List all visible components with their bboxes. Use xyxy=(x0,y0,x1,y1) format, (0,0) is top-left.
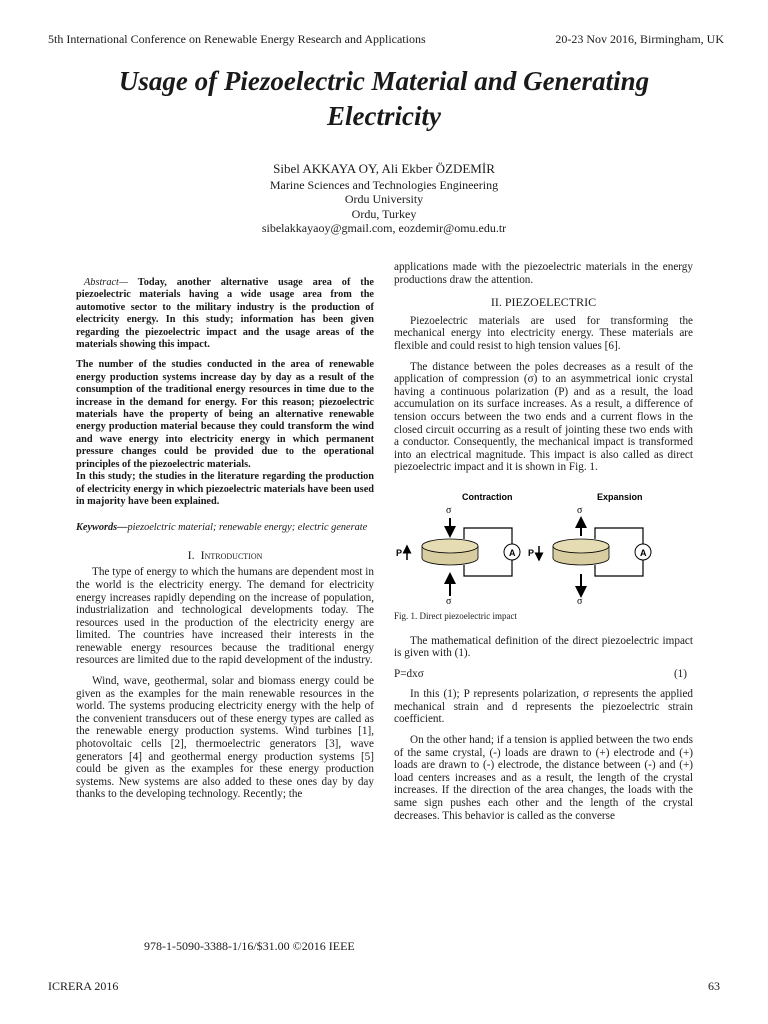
footer-conference: ICRERA 2016 xyxy=(48,979,119,993)
sigma-top-left: σ xyxy=(446,504,452,516)
author-emails: sibelakkayaoy@gmail.com, eozdemir@omu.edu.tr xyxy=(261,221,507,235)
abstract-text-1: Today, another alternative usage area of the piezoelectric materials having a wide usage area from the automotive sector to the military industry is the production of electricity energy. In this study; information has been given regarding the piezoelectric impact and the usage areas of the materials showing this impact. xyxy=(76,277,374,351)
section-numeral: I. xyxy=(187,547,195,562)
intro-paragraph-1: The type of energy to which the humans are dependent most in the world is the electricity energy. The demand for electricity energy increases rapidly depending on the increase of population, industrialization and technological developments today. The resources used in the production of the electricity energy are limited. The countries have increased their interests in the renewable energy resources because the traditional energy resources are limited due to the rapid development of the industry. xyxy=(76,566,374,667)
equation-number: (1) xyxy=(673,667,687,680)
disc-top-right xyxy=(553,539,609,553)
ammeter-label-right: A xyxy=(640,547,647,558)
author-location: Ordu, Turkey xyxy=(351,206,417,221)
abstract-paragraph-1 xyxy=(76,277,374,351)
page-number: 63 xyxy=(708,979,720,993)
sigma-bottom-left: σ xyxy=(446,595,452,604)
sigma-bottom-right: σ xyxy=(577,595,583,604)
right-column xyxy=(394,261,693,830)
piezo-paragraph-3: The mathematical definition of the direct piezoelectric impact is given with (1). xyxy=(394,634,693,660)
section-heading-piezoelectric: II. PIEZOELECTRIC xyxy=(490,295,597,310)
expansion-label: Expansion xyxy=(597,491,643,502)
piezo-paragraph-4: In this (1); P represents polarization, σ represents the applied mechanical strain and d represents the piezoelectric strain coefficient. xyxy=(394,688,693,726)
continued-paragraph: applications made with the piezoelectric materials in the energy productions draw the attention. xyxy=(394,261,693,286)
piezo-diagram xyxy=(394,492,693,604)
p-label-left: P xyxy=(396,547,403,558)
abstract-lead: Abstract— xyxy=(84,277,129,288)
disc-top-left xyxy=(422,539,478,553)
expansion-diagram xyxy=(528,492,651,604)
piezo-paragraph-2: The distance between the poles decreases as a result of the application of compression (σ) to an asymmetrical ionic crystal having a continuous polarization (P) and as a result, the load accumulation on its surface increases. As a result, a difference of tension occurs between the two ends and a current flows in the closed circuit occurring as a result of jointing these two ends with a conductor. Consequently, the mechanical impact is transformed into an electrical magnitude. This impact is also called as direct piezoelectric impact and it is shown in Fig. 1. xyxy=(394,360,693,474)
figure-caption: Fig. 1. Direct piezoelectric impact xyxy=(394,610,517,621)
sigma-top-right: σ xyxy=(577,504,583,516)
abstract-paragraph-2: The number of the studies conducted in the area of renewable energy production systems increase day by day as a result of the consumption of the traditional energy resources in time due to the increase in the demand for energy. For this reason; piezoelectric materials have the property of being an alternative renewable energy production material because they could transform the wind and wave energy into electricity energy in which permanent pressure changes could be provided due to the operational principles of the piezoelectric materials. xyxy=(76,359,374,470)
left-column xyxy=(76,277,374,809)
contraction-diagram xyxy=(396,492,520,604)
section-title: Introduction xyxy=(200,547,263,562)
keywords-lead: Keywords— xyxy=(76,522,128,534)
keywords xyxy=(76,522,374,534)
author-names: Sibel AKKAYA OY, Ali Ekber ÖZDEMİR xyxy=(273,161,495,176)
author-department: Marine Sciences and Technologies Engineering xyxy=(269,177,499,192)
contraction-label: Contraction xyxy=(462,491,513,502)
author-block xyxy=(0,162,768,236)
equation: P=dxσ xyxy=(394,667,424,680)
running-header-date: 20-23 Nov 2016, Birmingham, UK xyxy=(555,32,724,46)
section-heading-introduction xyxy=(76,549,374,562)
copyright-notice: 978-1-5090-3388-1/16/$31.00 ©2016 IEEE xyxy=(144,939,355,953)
paper-title xyxy=(60,64,708,134)
running-header-conference: 5th International Conference on Renewable Energy Research and Applications xyxy=(48,32,426,46)
equation-row xyxy=(394,668,693,681)
piezo-paragraph-5: On the other hand; if a tension is applied between the two ends of the same crystal, (-) loads are drawn to (+) electrode and (+) loads are drawn to (-) electrode, the distance between (-) and (+) load centers increases and as a result, the length of the crystal increases. If the direction of the area changes, the loads with the same sign pushes each other and the length of the crystal decreases. This behavior is called as the converse xyxy=(394,734,693,822)
p-label-right: P xyxy=(528,547,535,558)
figure-1 xyxy=(394,492,693,604)
title-line-1: Usage of Piezoelectric Material and Generating xyxy=(118,66,650,96)
author-university: Ordu University xyxy=(344,192,424,206)
ammeter-label-left: A xyxy=(509,547,516,558)
abstract-paragraph-3: In this study; the studies in the literature regarding the production of electricity energy in which piezoelectric materials have been used in majority have been explained. xyxy=(76,471,374,507)
piezo-paragraph-1: Piezoelectric materials are used for transforming the mechanical energy into electricity energy. These materials are flexible and could resist to high tension values [6]. xyxy=(394,314,693,352)
intro-paragraph-2: Wind, wave, geothermal, solar and biomass energy could be given as the examples for the main renewable resources in the world. The systems producing electricity energy with the help of the convenient transducers out of these energy types are called as the renewable energy production systems. Wind turbines [1], photovoltaic cells [2], thermoelectric generators [3], wave generators [4] and geothermal energy production systems [5] could be given as the examples for these energy production systems. New systems are also added to these ones day by day thanks to the developing technology. Recently; the xyxy=(76,675,374,801)
title-line-2: Electricity xyxy=(327,101,441,131)
keywords-text: piezoelctric material; renewable energy; electric generate xyxy=(127,522,368,534)
